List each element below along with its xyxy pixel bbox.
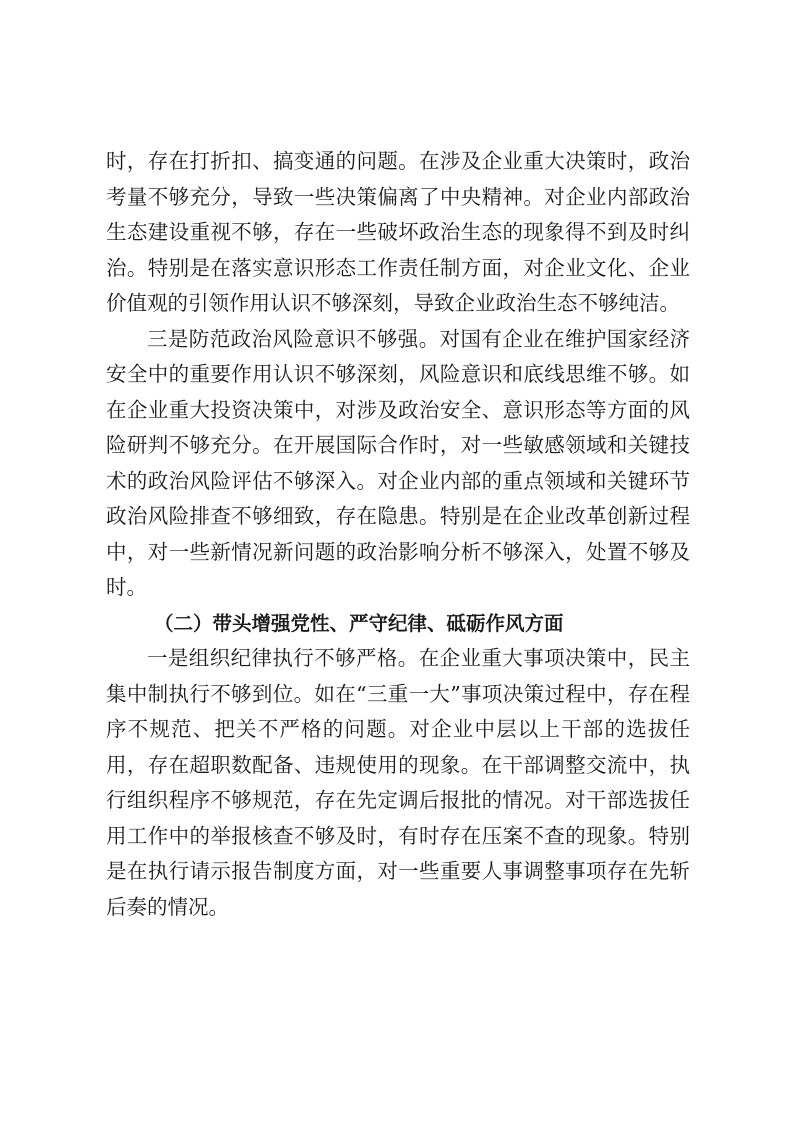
paragraph-organizational-discipline: 一是组织纪律执行不够严格。在企业重大事项决策中，民主集中制执行不够到位。如在“三重一大”事项决策过程中，存在程序不规范、把关不严格的问题。对企业中层以上干部的选拔任用，存在超职数配备、违规使用的现象。在干部调整交流中，执行组织程序不够规范，存在先定调后报批的情况。对干部选拔任用工作中的举报核查不够及时，有时存在压案不查的现象。特别是在执行请示报告制度方面，对一些重要人事调整事项存在先斩后奏的情况。 bbox=[106, 646, 690, 919]
section-heading: （二）带头增强党性、严守纪律、砥砺作风方面 bbox=[154, 611, 564, 635]
paragraph-continuation: 时，存在打折扣、搞变通的问题。在涉及企业重大决策时，政治考量不够充分，导致一些决策偏离了中央精神。对企业内部政治生态建设重视不够，存在一些破坏政治生态的现象得不到及时纠治。特别是在落实意识形态工作责任制方面，对企业文化、企业价值观的引领作用认识不够深刻，导致企业政治生态不够纯洁。 bbox=[106, 149, 690, 315]
paragraph-political-risk: 三是防范政治风险意识不够强。对国有企业在维护国家经济安全中的重要作用认识不够深刻，风险意识和底线思维不够。如在企业重大投资决策中，对涉及政治安全、意识形态等方面的风险研判不够充分。在开展国际合作时，对一些敏感领域和关键技术的政治风险评估不够深入。对企业内部的重点领域和关键环节政治风险排查不够细致，存在隐患。特别是在企业改革创新过程中，对一些新情况新问题的政治影响分析不够深入，处置不够及时。 bbox=[106, 326, 690, 599]
document-page bbox=[106, 144, 690, 925]
